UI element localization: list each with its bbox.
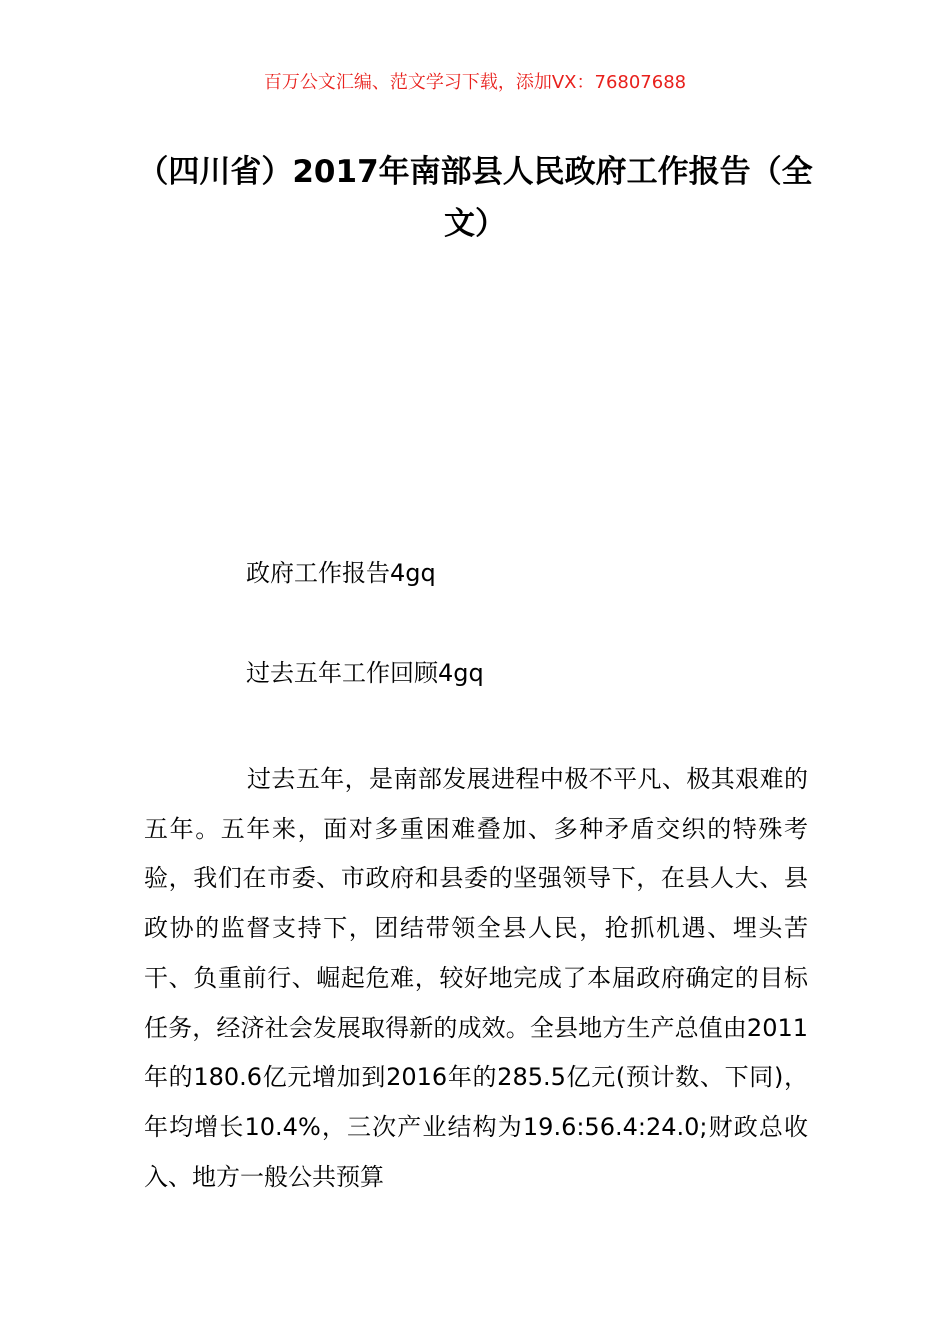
section-heading-review: 过去五年工作回顾4gq (246, 659, 484, 687)
section-heading-report: 政府工作报告4gq (246, 559, 436, 587)
header-note: 百万公文汇编、范文学习下载，添加VX：76807688 (263, 72, 687, 93)
document-title: （四川省）2017年南部县人民政府工作报告（全文） (137, 154, 813, 242)
body-paragraph: 过去五年，是南部发展进程中极不平凡、极其艰难的五年。五年来，面对多重困难叠加、多种矛盾交织的特殊考验，我们在市委、市政府和县委的坚强领导下，在县人大、县政协的监督支持下，团结带领全县人民，抢抓机遇、埋头苦干、负重前行、崛起危难，较好地完成了本届政府确定的目标任务，经济社会发展取得新的成效。全县地方生产总值由2011年的180.6亿元增加到2016年的285.5亿元(预计数、下同)，年均增长10.4%，三次产业结构为19.6:56.4:24.0;财政总收入、地方一般公共预算 (144, 765, 808, 1191)
